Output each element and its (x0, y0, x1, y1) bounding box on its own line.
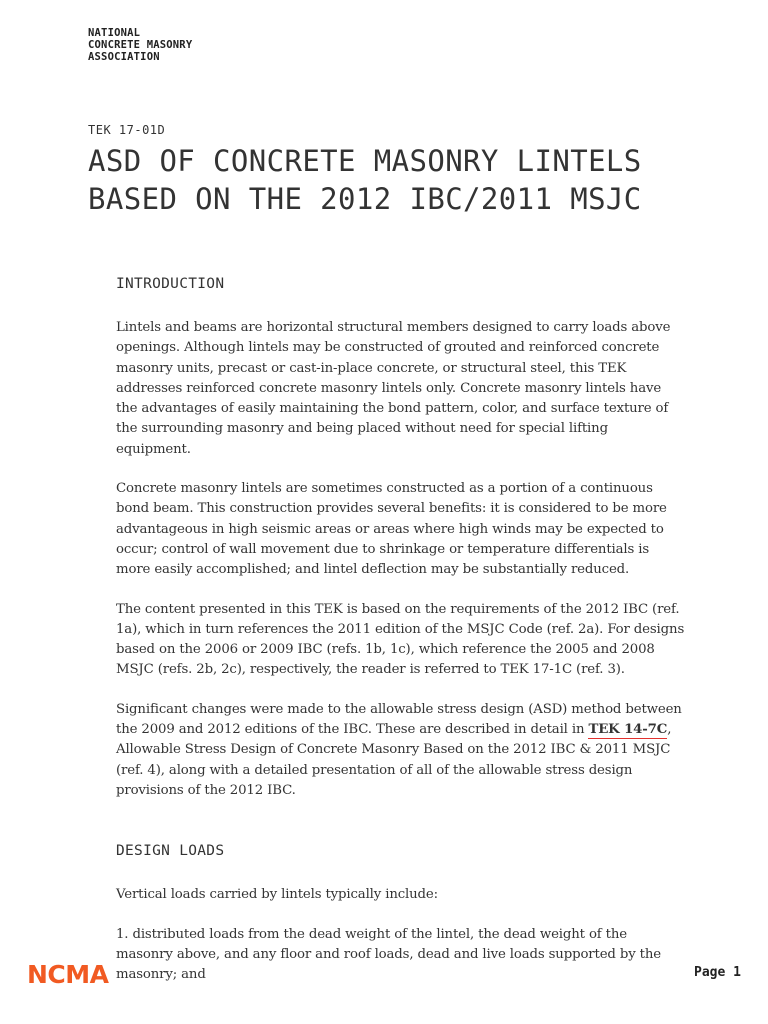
paragraph: Vertical loads carried by lintels typically include: (116, 887, 438, 903)
org-line: NATIONAL (88, 27, 141, 39)
paragraph: Lintels and beams are horizontal structural members designed to carry loads above openings. Although lintels may be constructed of grouted and reinforced concrete masonry units, precast or cast-in-place concrete, or structural steel, this TEK addresses reinforced concrete masonry lintels only. Concrete masonry lintels have the advantages of easily maintaining the bond pattern, color, and surface texture of the surrounding masonry and being placed without need for special lifting equipment. (116, 320, 671, 457)
title-line: BASED ON THE 2012 IBC/2011 MSJC (88, 182, 642, 216)
ncma-logo: NCMA (27, 960, 109, 989)
section-heading-design-loads: DESIGN LOADS (116, 843, 225, 860)
page-number: Page 1 (694, 965, 741, 980)
title-line: ASD OF CONCRETE MASONRY LINTELS (88, 144, 642, 178)
paragraph: The content presented in this TEK is based on the requirements of the 2012 IBC (ref. 1a), which in turn references the 2011 edition of the MSJC Code (ref. 2a). For designs based on the 2006 or 2009 IBC (refs. 1b, 1c), which reference the 2005 and 2008 MSJC (refs. 2b, 2c), respectively, the reader is referred to TEK 17-1C (ref. 3). (116, 601, 685, 678)
org-line: CONCRETE MASONRY (88, 39, 193, 51)
tek-14-7c-link[interactable]: TEK 14-7C (588, 722, 668, 738)
paragraph-text: , Allowable Stress Design of Concrete Masonry Based on the 2012 IBC & 2011 MSJC (ref. 4), along with a detailed presentation of all of the allowable stress design provisions of the 2012 IBC. (116, 722, 672, 798)
document-body (116, 276, 686, 1004)
paragraph-text: Significant changes were made to the allowable stress design (ASD) method between the 2009 and 2012 editions of the IBC. These are described in detail in (116, 701, 682, 738)
page-title (88, 142, 642, 218)
org-name (88, 27, 192, 63)
paragraph: 1. distributed loads from the dead weight of the lintel, the dead weight of the masonry above, and any floor and roof loads, dead and live loads supported by the masonry; and (116, 926, 661, 983)
org-line: ASSOCIATION (88, 51, 160, 63)
section-heading-introduction: INTRODUCTION (116, 276, 225, 292)
document-code: TEK 17-01D (88, 123, 166, 137)
paragraph (116, 700, 686, 801)
paragraph: Concrete masonry lintels are sometimes constructed as a portion of a continuous bond beam. This construction provides several benefits: it is considered to be more advantageous in high seismic areas or areas where high winds may be expected to occur; control of wall movement due to shrinkage or temperature differentials is more easily accomplished; and lintel deflection may be substantially reduced. (116, 481, 667, 578)
